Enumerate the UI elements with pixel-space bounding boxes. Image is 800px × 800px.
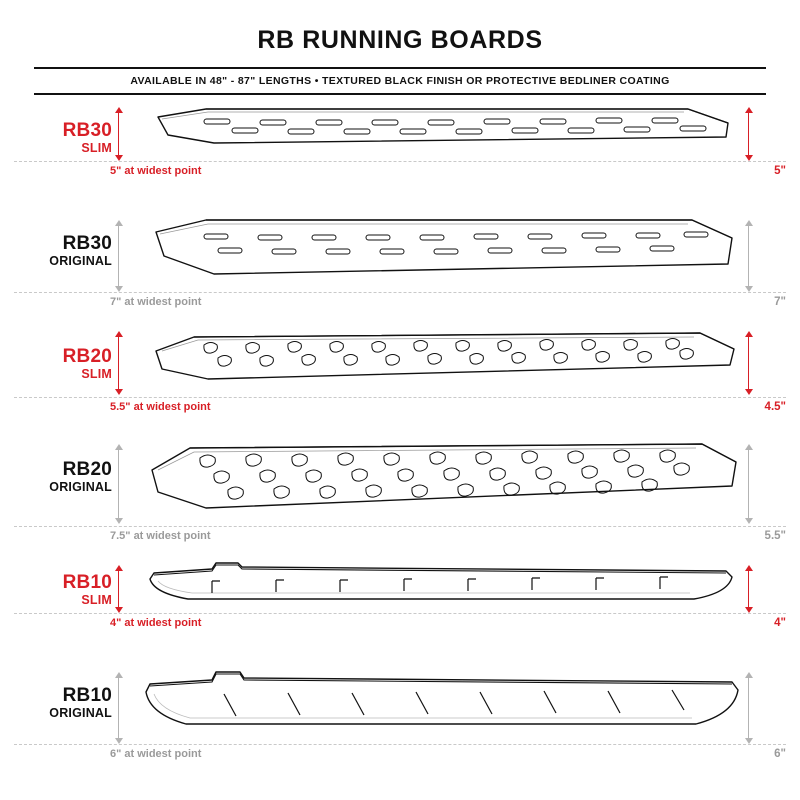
height-arrow-right xyxy=(748,444,749,524)
height-arrow-right xyxy=(748,331,749,395)
header xyxy=(0,0,800,95)
model-label xyxy=(0,460,112,495)
board-row xyxy=(0,216,800,329)
board-illustration-rb10-original xyxy=(128,668,748,750)
height-arrow xyxy=(118,444,119,524)
width-measure: 5.5" at widest point xyxy=(110,401,211,413)
model-label xyxy=(0,234,112,269)
model-variant: ORIGINAL xyxy=(49,479,112,494)
height-measure: 5" xyxy=(774,165,786,177)
model-label xyxy=(0,686,112,721)
board-illustration-rb30-slim xyxy=(128,103,748,173)
board-row xyxy=(0,329,800,442)
board-illustration-rb30-original xyxy=(128,216,748,298)
model-label xyxy=(0,573,112,608)
subtitle-band xyxy=(34,67,766,95)
board-illustration-rb20-slim xyxy=(128,329,748,405)
board-illustration-rb10-slim xyxy=(128,555,748,625)
height-arrow xyxy=(118,107,119,161)
model-name: RB20 xyxy=(62,346,112,367)
height-arrow xyxy=(118,220,119,292)
baseline xyxy=(14,613,786,614)
height-arrow-right xyxy=(748,565,749,613)
height-measure: 4.5" xyxy=(764,401,786,413)
baseline xyxy=(14,292,786,293)
width-measure: 7" at widest point xyxy=(110,296,202,308)
height-arrow-right xyxy=(748,220,749,292)
height-measure: 7" xyxy=(774,296,786,308)
height-measure: 4" xyxy=(774,617,786,629)
board-row xyxy=(0,442,800,555)
height-arrow-right xyxy=(748,672,749,744)
height-measure: 5.5" xyxy=(764,530,786,542)
model-name: RB20 xyxy=(62,459,112,480)
model-name: RB30 xyxy=(62,233,112,254)
height-measure: 6" xyxy=(774,748,786,760)
baseline xyxy=(14,161,786,162)
model-label xyxy=(0,121,112,156)
subtitle-text: AVAILABLE IN 48" - 87" LENGTHS • TEXTURED BLACK FINISH OR PROTECTIVE BEDLINER COATING xyxy=(130,75,670,87)
model-variant: SLIM xyxy=(81,140,112,155)
model-variant: ORIGINAL xyxy=(49,705,112,720)
model-label xyxy=(0,347,112,382)
board-row xyxy=(0,555,800,668)
page-title: RB RUNNING BOARDS xyxy=(257,26,543,54)
model-name: RB30 xyxy=(62,120,112,141)
board-rows xyxy=(0,103,800,781)
height-arrow xyxy=(118,331,119,395)
width-measure: 6" at widest point xyxy=(110,748,202,760)
model-variant: ORIGINAL xyxy=(49,253,112,268)
width-measure: 7.5" at widest point xyxy=(110,530,211,542)
height-arrow xyxy=(118,672,119,744)
model-name: RB10 xyxy=(62,685,112,706)
board-illustration-rb20-original xyxy=(128,442,748,534)
width-measure: 4" at widest point xyxy=(110,617,202,629)
baseline xyxy=(14,526,786,527)
board-row xyxy=(0,668,800,781)
baseline xyxy=(14,397,786,398)
width-measure: 5" at widest point xyxy=(110,165,202,177)
baseline xyxy=(14,744,786,745)
board-row xyxy=(0,103,800,216)
height-arrow-right xyxy=(748,107,749,161)
model-variant: SLIM xyxy=(81,592,112,607)
height-arrow xyxy=(118,565,119,613)
model-variant: SLIM xyxy=(81,366,112,381)
model-name: RB10 xyxy=(62,572,112,593)
